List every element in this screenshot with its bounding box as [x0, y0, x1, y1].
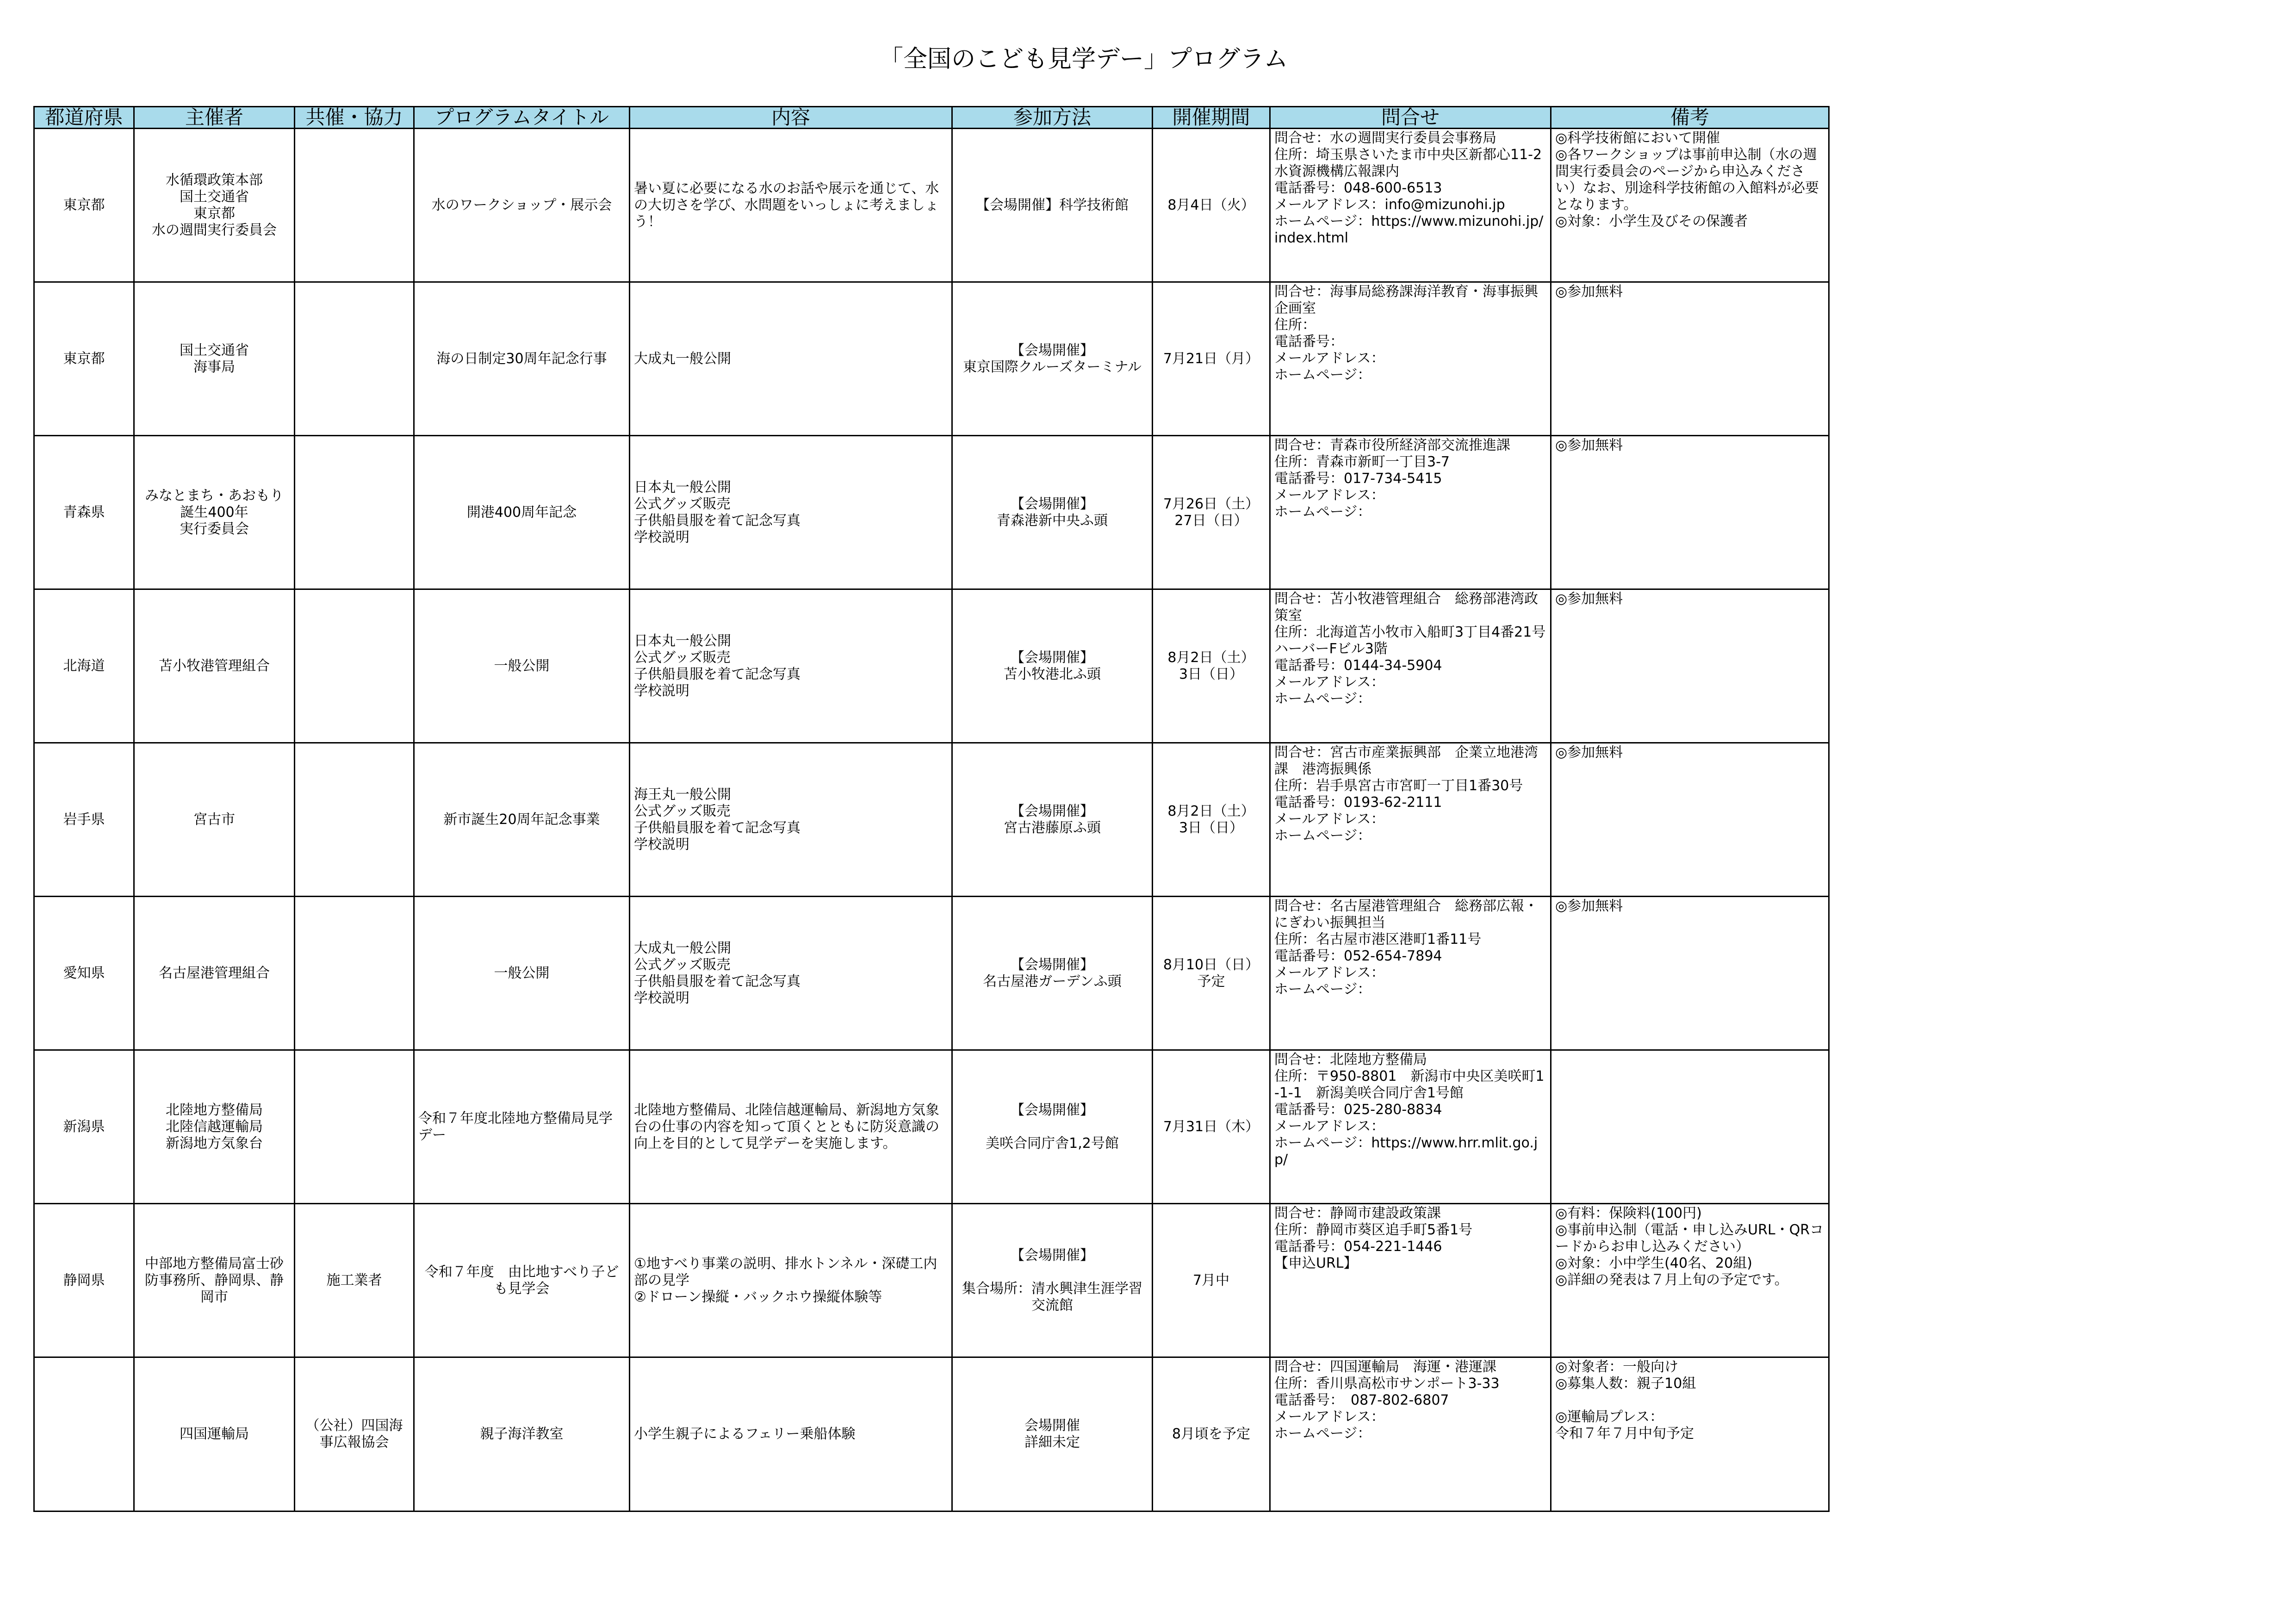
cell-notes: ◎有料：保険料(100円) ◎事前申込制（電話・申し込みURL・QRコードからお申し込みください） ◎対象：小中学生(40名、20組) ◎詳細の発表は７月上旬の予定です。	[1551, 1204, 1829, 1357]
cell-cosponsor	[295, 743, 414, 897]
header-organizer: 主催者	[134, 107, 295, 129]
header-period: 開催期間	[1153, 107, 1270, 129]
cell-program-title: 一般公開	[414, 897, 630, 1050]
table-row	[34, 897, 1829, 1050]
header-cosponsor: 共催・協力	[295, 107, 414, 129]
cell-participation-method: 【会場開催】 苫小牧港北ふ頭	[952, 589, 1153, 743]
cell-program-title: 海の日制定30周年記念行事	[414, 282, 630, 436]
cell-program-title: 水のワークショップ・展示会	[414, 129, 630, 282]
table-row	[34, 436, 1829, 589]
table-row	[34, 1357, 1829, 1511]
cell-cosponsor	[295, 897, 414, 1050]
cell-content: ①地すべり事業の説明、排水トンネル・深礎工内部の見学 ②ドローン操縦・バックホウ操縦体験等	[630, 1204, 952, 1357]
header-content: 内容	[630, 107, 952, 129]
cell-organizer: 国土交通省 海事局	[134, 282, 295, 436]
cell-cosponsor	[295, 1050, 414, 1204]
cell-organizer: 苫小牧港管理組合	[134, 589, 295, 743]
cell-contact: 問合せ：苫小牧港管理組合 総務部港湾政策室 住所：北海道苫小牧市入船町3丁目4番21号 ハーバーFビル3階 電話番号：0144-34-5904 メールアドレス： ホームページ：	[1270, 589, 1551, 743]
table-row	[34, 743, 1829, 897]
cell-cosponsor	[295, 436, 414, 589]
cell-program-title: 令和７年度 由比地すべり子ども見学会	[414, 1204, 630, 1357]
cell-contact: 問合せ：水の週間実行委員会事務局 住所：埼玉県さいたま市中央区新都心11-2 水資源機構広報課内 電話番号：048-600-6513 メールアドレス：info@mizunohi.jp ホームページ：https://www.mizunohi.jp/index.html	[1270, 129, 1551, 282]
cell-organizer: 中部地方整備局富士砂防事務所、静岡県、静岡市	[134, 1204, 295, 1357]
cell-period: 8月2日（土） 3日（日）	[1153, 743, 1270, 897]
cell-content: 海王丸一般公開 公式グッズ販売 子供船員服を着て記念写真 学校説明	[630, 743, 952, 897]
cell-notes: ◎参加無料	[1551, 282, 1829, 436]
cell-prefecture: 北海道	[34, 589, 134, 743]
cell-program-title: 開港400周年記念	[414, 436, 630, 589]
cell-prefecture: 静岡県	[34, 1204, 134, 1357]
cell-program-title: 一般公開	[414, 589, 630, 743]
cell-organizer: 水循環政策本部 国土交通省 東京都 水の週間実行委員会	[134, 129, 295, 282]
cell-content: 大成丸一般公開 公式グッズ販売 子供船員服を着て記念写真 学校説明	[630, 897, 952, 1050]
cell-contact: 問合せ：名古屋港管理組合 総務部広報・にぎわい振興担当 住所：名古屋市港区港町1番11号 電話番号：052-654-7894 メールアドレス： ホームページ：	[1270, 897, 1551, 1050]
cell-period: 7月31日（木）	[1153, 1050, 1270, 1204]
table-row	[34, 589, 1829, 743]
header-program-title: プログラムタイトル	[414, 107, 630, 129]
cell-contact: 問合せ：四国運輸局 海運・港運課 住所：香川県高松市サンポート3-33 電話番号： 087-802-6807 メールアドレス： ホームページ：	[1270, 1357, 1551, 1511]
cell-organizer: 宮古市	[134, 743, 295, 897]
cell-notes: ◎参加無料	[1551, 589, 1829, 743]
cell-prefecture: 新潟県	[34, 1050, 134, 1204]
cell-prefecture: 東京都	[34, 282, 134, 436]
cell-prefecture: 岩手県	[34, 743, 134, 897]
cell-contact: 問合せ：青森市役所経済部交流推進課 住所：青森市新町一丁目3-7 電話番号：017-734-5415 メールアドレス： ホームページ：	[1270, 436, 1551, 589]
cell-program-title: 新市誕生20周年記念事業	[414, 743, 630, 897]
cell-prefecture	[34, 1357, 134, 1511]
cell-contact: 問合せ：宮古市産業振興部 企業立地港湾課 港湾振興係 住所：岩手県宮古市宮町一丁目1番30号 電話番号：0193-62-2111 メールアドレス： ホームページ：	[1270, 743, 1551, 897]
header-participation-method: 参加方法	[952, 107, 1153, 129]
cell-program-title: 親子海洋教室	[414, 1357, 630, 1511]
cell-period: 7月21日（月）	[1153, 282, 1270, 436]
program-table	[33, 106, 1830, 1512]
cell-cosponsor	[295, 282, 414, 436]
cell-period: 8月頃を予定	[1153, 1357, 1270, 1511]
cell-cosponsor	[295, 129, 414, 282]
cell-organizer: 名古屋港管理組合	[134, 897, 295, 1050]
header-notes: 備考	[1551, 107, 1829, 129]
cell-contact: 問合せ：海事局総務課海洋教育・海事振興企画室 住所： 電話番号： メールアドレス： ホームページ：	[1270, 282, 1551, 436]
cell-participation-method: 【会場開催】 美咲合同庁舎1,2号館	[952, 1050, 1153, 1204]
cell-period: 8月10日（日） 予定	[1153, 897, 1270, 1050]
cell-participation-method: 【会場開催】 宮古港藤原ふ頭	[952, 743, 1153, 897]
cell-contact: 問合せ：静岡市建設政策課 住所：静岡市葵区追手町5番1号 電話番号：054-221-1446 【申込URL】	[1270, 1204, 1551, 1357]
table-row	[34, 1204, 1829, 1357]
cell-content: 日本丸一般公開 公式グッズ販売 子供船員服を着て記念写真 学校説明	[630, 436, 952, 589]
cell-notes	[1551, 1050, 1829, 1204]
header-contact: 問合せ	[1270, 107, 1551, 129]
cell-prefecture: 東京都	[34, 129, 134, 282]
cell-notes: ◎参加無料	[1551, 743, 1829, 897]
cell-cosponsor: （公社）四国海事広報協会	[295, 1357, 414, 1511]
cell-period: 7月26日（土） 27日（日）	[1153, 436, 1270, 589]
cell-period: 8月2日（土） 3日（日）	[1153, 589, 1270, 743]
cell-notes: ◎参加無料	[1551, 436, 1829, 589]
cell-notes: ◎科学技術館において開催 ◎各ワークショップは事前申込制（水の週間実行委員会のページから申込みください）なお、別途科学技術館の入館料が必要となります。 ◎対象：小学生及びその保護者	[1551, 129, 1829, 282]
cell-cosponsor: 施工業者	[295, 1204, 414, 1357]
cell-content: 大成丸一般公開	[630, 282, 952, 436]
cell-cosponsor	[295, 589, 414, 743]
cell-content: 日本丸一般公開 公式グッズ販売 子供船員服を着て記念写真 学校説明	[630, 589, 952, 743]
table-row	[34, 1050, 1829, 1204]
cell-content: 暑い夏に必要になる水のお話や展示を通じて、水の大切さを学び、水問題をいっしょに考えましょう！	[630, 129, 952, 282]
cell-participation-method: 【会場開催】科学技術館	[952, 129, 1153, 282]
cell-contact: 問合せ：北陸地方整備局 住所：〒950-8801 新潟市中央区美咲町1-1-1 新潟美咲合同庁舎1号館 電話番号：025-280-8834 メールアドレス： ホームページ：https://www.hrr.mlit.go.jp/	[1270, 1050, 1551, 1204]
cell-organizer: みなとまち・あおもり誕生400年 実行委員会	[134, 436, 295, 589]
cell-program-title: 令和７年度北陸地方整備局見学デー	[414, 1050, 630, 1204]
table-row	[34, 129, 1829, 282]
cell-organizer: 四国運輸局	[134, 1357, 295, 1511]
cell-period: 8月4日（火）	[1153, 129, 1270, 282]
cell-participation-method: 会場開催 詳細未定	[952, 1357, 1153, 1511]
table-header-row	[34, 107, 1829, 129]
cell-participation-method: 【会場開催】 青森港新中央ふ頭	[952, 436, 1153, 589]
header-prefecture: 都道府県	[34, 107, 134, 129]
table-row	[34, 282, 1829, 436]
cell-content: 小学生親子によるフェリー乗船体験	[630, 1357, 952, 1511]
cell-notes: ◎対象者：一般向け ◎募集人数：親子10組 ◎運輸局プレス： 令和７年７月中旬予定	[1551, 1357, 1829, 1511]
cell-participation-method: 【会場開催】 東京国際クルーズターミナル	[952, 282, 1153, 436]
cell-organizer: 北陸地方整備局 北陸信越運輸局 新潟地方気象台	[134, 1050, 295, 1204]
page-title: 「全国のこども見学デー」プログラム	[879, 45, 1288, 73]
cell-period: 7月中	[1153, 1204, 1270, 1357]
cell-content: 北陸地方整備局、北陸信越運輸局、新潟地方気象台の仕事の内容を知って頂くとともに防災意識の向上を目的として見学デーを実施します。	[630, 1050, 952, 1204]
cell-participation-method: 【会場開催】 集合場所：清水興津生涯学習交流館	[952, 1204, 1153, 1357]
cell-notes: ◎参加無料	[1551, 897, 1829, 1050]
cell-prefecture: 青森県	[34, 436, 134, 589]
cell-participation-method: 【会場開催】 名古屋港ガーデンふ頭	[952, 897, 1153, 1050]
cell-prefecture: 愛知県	[34, 897, 134, 1050]
